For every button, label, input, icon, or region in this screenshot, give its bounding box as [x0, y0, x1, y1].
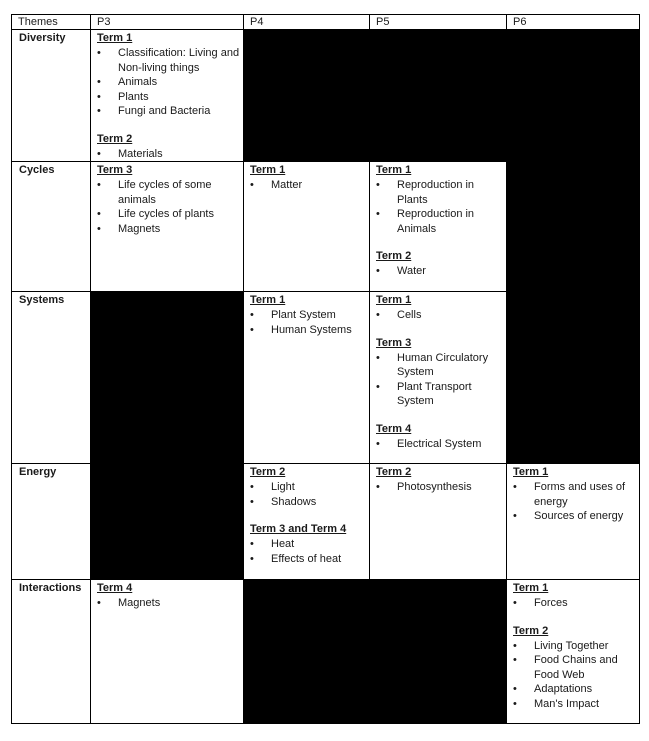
topic-item: • Human Circulatory System [376, 351, 506, 380]
header-p5: P5 [370, 15, 507, 30]
topic-list [97, 46, 243, 119]
topic-item: • Living Together [513, 639, 639, 654]
topic-item: • Cells [376, 308, 506, 323]
topic-list [250, 308, 369, 337]
topic-item: • Plants [97, 90, 243, 105]
topic-item: • Water [376, 264, 506, 279]
topic-item: • Sources of energy [513, 509, 639, 524]
cell-p6 [507, 464, 640, 580]
empty-cell-p4 [244, 30, 370, 162]
cell-p3 [91, 580, 244, 724]
topic-list [250, 537, 369, 566]
topic-list [376, 178, 506, 236]
header-p6: P6 [507, 15, 640, 30]
topic-item: • Plant Transport System [376, 380, 506, 409]
topic-list [97, 596, 243, 611]
topic-list [97, 178, 243, 236]
topic-item: • Reproduction in Animals [376, 207, 506, 236]
topic-item: • Matter [250, 178, 369, 193]
term-heading: Term 3 and Term 4 [250, 523, 347, 535]
table-row [12, 30, 640, 162]
header-themes: Themes [12, 15, 91, 30]
table-row [12, 162, 640, 292]
term-block [250, 293, 369, 337]
term-block [376, 422, 506, 452]
topic-item: • Animals [97, 75, 243, 90]
topic-item: • Effects of heat [250, 552, 369, 567]
topic-list [97, 147, 243, 162]
cell-p4 [244, 292, 370, 464]
header-row [12, 15, 640, 30]
empty-cell-p5 [370, 580, 507, 724]
topic-item: • Forces [513, 596, 639, 611]
term-heading: Term 2 [376, 466, 412, 478]
term-heading: Term 2 [97, 132, 133, 145]
term-heading: Term 1 [513, 466, 549, 478]
topic-item: • Shadows [250, 495, 369, 510]
curriculum-table [11, 14, 640, 724]
term-heading: Term 3 [97, 164, 133, 176]
term-block [513, 465, 639, 524]
topic-item: • Classification: Living and Non-living things [97, 46, 243, 75]
term-heading: Term 4 [376, 422, 412, 435]
topic-list [250, 178, 369, 193]
topic-item: • Life cycles of plants [97, 207, 243, 222]
topic-list [376, 351, 506, 409]
empty-cell-p6 [507, 292, 640, 464]
cell-p3 [91, 162, 244, 292]
term-heading: Term 2 [513, 624, 549, 637]
topic-item: • Fungi and Bacteria [97, 104, 243, 119]
topic-item: • Man's Impact [513, 697, 639, 712]
topic-item: • Human Systems [250, 323, 369, 338]
table-row [12, 292, 640, 464]
cell-p5 [370, 464, 507, 580]
header-p3: P3 [91, 15, 244, 30]
term-block [250, 163, 369, 193]
topic-item: • Electrical System [376, 437, 506, 452]
term-heading: Term 3 [376, 336, 412, 349]
topic-item: • Heat [250, 537, 369, 552]
topic-list [513, 596, 639, 611]
topic-item: • Photosynthesis [376, 480, 506, 495]
topic-item: • Adaptations [513, 682, 639, 697]
topic-list [376, 264, 506, 279]
header-p4: P4 [244, 15, 370, 30]
topic-list [376, 437, 506, 452]
topic-list [513, 480, 639, 524]
empty-cell-p6 [507, 162, 640, 292]
cell-p3 [91, 30, 244, 162]
term-heading: Term 2 [376, 250, 412, 262]
cell-p6 [507, 580, 640, 724]
topic-item: • Light [250, 480, 369, 495]
term-heading: Term 1 [376, 164, 412, 176]
topic-item: • Magnets [97, 596, 243, 611]
topic-list [250, 480, 369, 509]
term-block [376, 336, 506, 409]
theme-label: Energy [12, 464, 91, 580]
term-block [376, 249, 506, 279]
cell-p5 [370, 292, 507, 464]
table-row [12, 464, 640, 580]
topic-item: • Food Chains and Food Web [513, 653, 639, 682]
topic-item: • Forms and uses of energy [513, 480, 639, 509]
term-heading: Term 1 [250, 294, 286, 306]
empty-cell-p4 [244, 580, 370, 724]
topic-list [376, 480, 506, 495]
term-block [376, 163, 506, 236]
term-block [97, 31, 243, 119]
empty-cell-p6 [507, 30, 640, 162]
theme-label: Cycles [12, 162, 91, 292]
topic-item: • Reproduction in Plants [376, 178, 506, 207]
theme-label: Interactions [12, 580, 91, 724]
topic-item: • Plant System [250, 308, 369, 323]
theme-label: Diversity [12, 30, 91, 162]
term-block [250, 522, 369, 566]
topic-list [376, 308, 506, 323]
table-row [12, 580, 640, 724]
cell-p5 [370, 162, 507, 292]
term-heading: Term 1 [97, 32, 133, 44]
theme-label: Systems [12, 292, 91, 464]
term-block [376, 293, 506, 323]
cell-p4 [244, 464, 370, 580]
term-heading: Term 2 [250, 466, 286, 478]
term-block [376, 465, 506, 495]
term-block [97, 581, 243, 611]
empty-cell-p3 [91, 464, 244, 580]
cell-p4 [244, 162, 370, 292]
empty-cell-p3 [91, 292, 244, 464]
term-heading: Term 4 [97, 582, 133, 594]
term-block [250, 465, 369, 509]
topic-item: • Materials [97, 147, 243, 162]
term-block [97, 132, 243, 162]
term-block [513, 581, 639, 611]
term-block [97, 163, 243, 236]
topic-item: • Magnets [97, 222, 243, 237]
term-heading: Term 1 [513, 582, 549, 594]
term-block [513, 624, 639, 712]
topic-item: • Life cycles of some animals [97, 178, 243, 207]
term-heading: Term 1 [250, 164, 286, 176]
topic-list [513, 639, 639, 712]
term-heading: Term 1 [376, 294, 412, 306]
empty-cell-p5 [370, 30, 507, 162]
